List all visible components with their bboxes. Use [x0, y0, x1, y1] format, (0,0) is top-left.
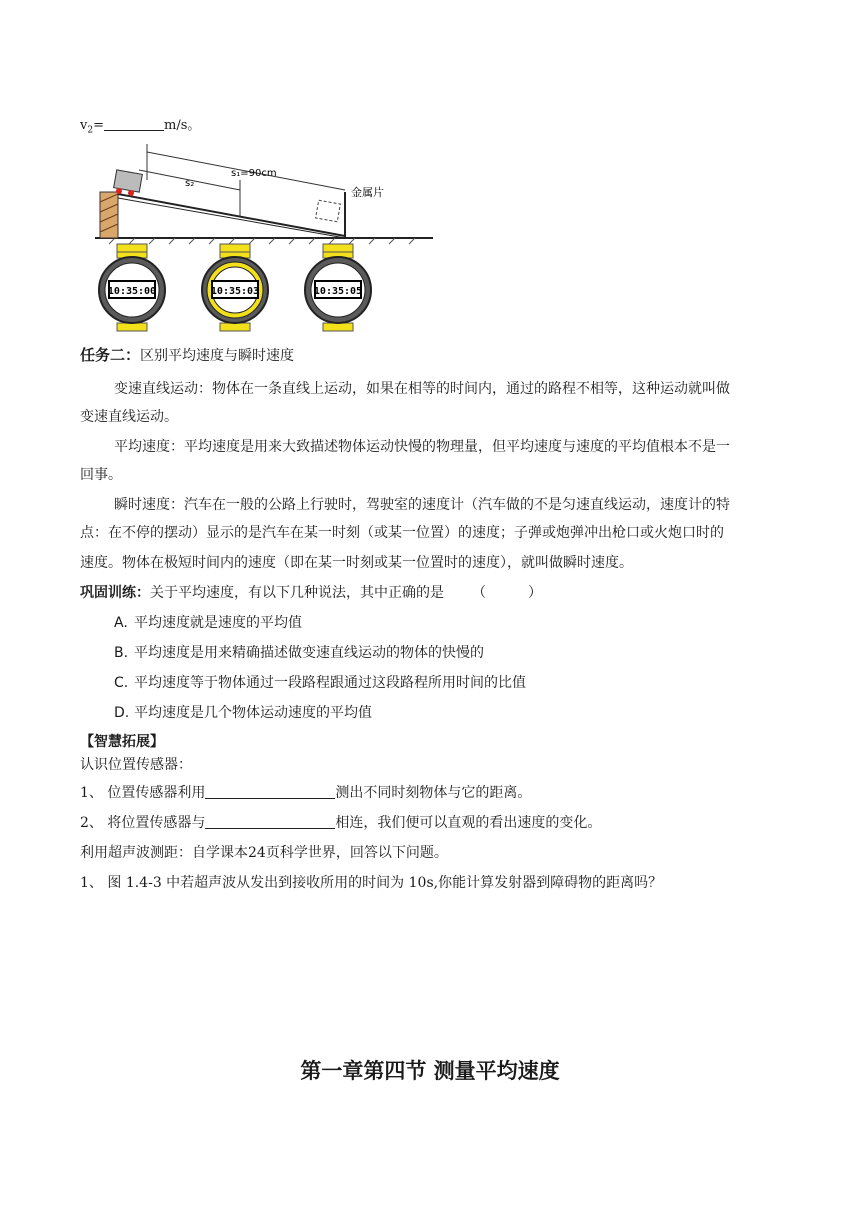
practice-label: 巩固训练： [80, 585, 150, 601]
v2-blank[interactable] [104, 116, 164, 131]
stopwatch-3 [305, 244, 371, 331]
cart-wheel [128, 190, 134, 196]
s1-label: s₁=90cm [231, 168, 277, 179]
task2-title: 区别平均速度与瞬时速度 [140, 348, 295, 364]
stopwatch-3-time: 10:35:05 [313, 286, 363, 297]
v2-prefix: v [80, 118, 88, 133]
extension-heading: 【智慧拓展】 [80, 734, 164, 750]
practice-text: 关于平均速度，有以下几种说法，其中正确的是 [150, 585, 444, 601]
v2-subscript: 2 [87, 125, 94, 136]
extension-q2: 2、 将位置传感器与 相连，我们便可以直观的看出速度的变化。 [80, 815, 602, 831]
s2-label: s₂ [185, 178, 195, 189]
para3-line3: 速度。物体在极短时间内的速度（即在某一时刻或某一位置时的速度），就叫做瞬时速度。 [80, 555, 633, 571]
extension-q3: 1、 图 1.4-3 中若超声波从发出到接收所用的时间为 10s,你能计算发射器到障碍物的距离吗？ [80, 875, 663, 891]
cart-wheel [116, 188, 122, 194]
option-b[interactable]: B. 平均速度是用来精确描述做变速直线运动的物体的快慢的 [114, 645, 484, 661]
metal-plate-label: 金属片 [351, 186, 384, 199]
q1-blank[interactable] [205, 784, 335, 799]
option-c[interactable]: C. 平均速度等于物体通过一段路程跟通过这段路程所用时间的比值 [114, 675, 526, 691]
para2-line1: 平均速度：平均速度是用来大致描述物体运动快慢的物理量，但平均速度与速度的平均值根本不是一 [114, 439, 730, 455]
practice-question [80, 582, 542, 602]
extension-q1: 1、 位置传感器利用 测出不同时刻物体与它的距离。 [80, 785, 532, 801]
para2-line2: 回事。 [80, 467, 122, 483]
answer-paren[interactable]: （ ） [472, 585, 542, 601]
option-d[interactable]: D. 平均速度是几个物体运动速度的平均值 [114, 705, 372, 721]
para1-line1: 变速直线运动：物体在一条直线上运动，如果在相等的时间内，通过的路程不相等，这种运动就叫做 [114, 381, 730, 397]
v2-equals: = [93, 118, 104, 133]
option-a[interactable]: A. 平均速度就是速度的平均值 [114, 615, 302, 631]
stopwatch-1-time: 10:35:00 [107, 286, 157, 297]
para3-line2: 点：在不停的摆动）显示的是汽车在某一时刻（或某一位置）的速度；子弹或炮弹冲出枪口或火炮口时的 [80, 525, 724, 541]
incline-stopwatch-figure [95, 140, 440, 340]
incline-board [118, 194, 345, 236]
extension-intro: 认识位置传感器： [80, 757, 192, 773]
task2-heading [80, 344, 294, 365]
q2-blank[interactable] [205, 814, 335, 829]
task2-label: 任务二： [80, 346, 141, 364]
cart-end-position [316, 200, 341, 222]
v2-line [80, 114, 200, 136]
stopwatch-2-time: 10:35:03 [210, 286, 260, 297]
stopwatch-2 [202, 244, 268, 331]
stopwatch-1 [99, 244, 165, 331]
chapter-title: 第一章第四节 测量平均速度 [300, 1059, 560, 1083]
para1-line2: 变速直线运动。 [80, 409, 178, 425]
ultrasound-intro: 利用超声波测距：自学课本24页科学世界，回答以下问题。 [80, 845, 448, 861]
para3-line1: 瞬时速度：汽车在一般的公路上行驶时，驾驶室的速度计（汽车做的不是匀速直线运动，速度计的特 [114, 497, 730, 513]
v2-unit: m/s。 [164, 118, 201, 133]
